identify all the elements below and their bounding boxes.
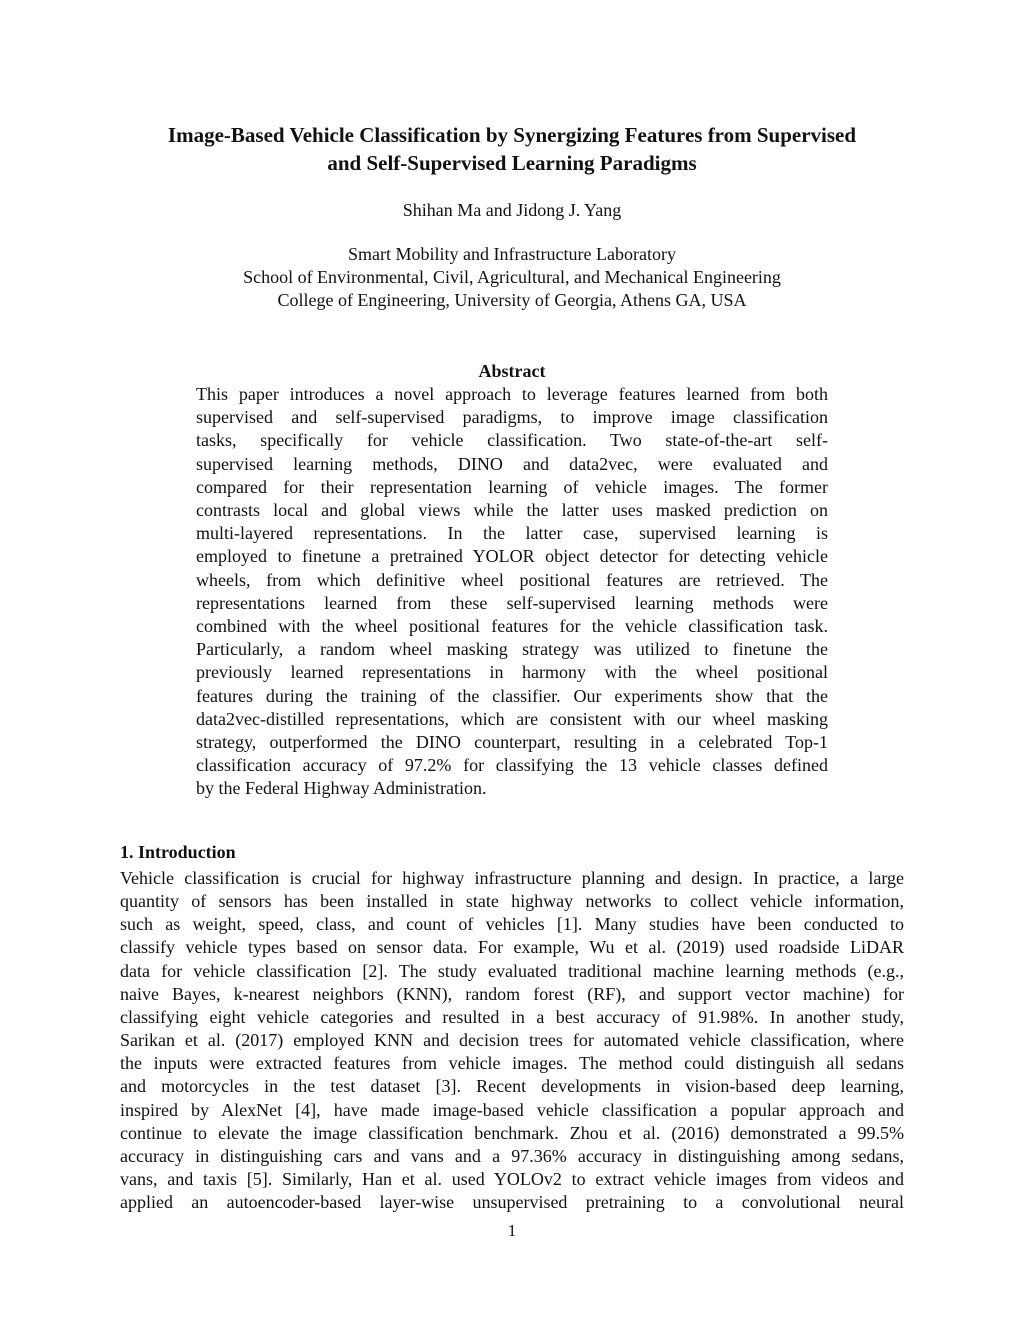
intro-line: quantity of sensors has been installed in state highway networks to collect vehicle information, [120,891,904,912]
affiliation [100,243,924,312]
abstract-line: strategy, outperformed the DINO counterpart, resulting in a celebrated Top-1 [196,732,828,753]
authors: Shihan Ma and Jidong J. Yang [402,200,622,220]
abstract-line: classification accuracy of 97.2% for classifying the 13 vehicle classes defined [196,755,828,776]
intro-line: accuracy in distinguishing cars and vans and a 97.36% accuracy in distinguishing among sedans, [120,1145,904,1166]
abstract-line: wheels, from which definitive wheel positional features are retrieved. The [196,569,828,590]
title-line: and Self-Supervised Learning Paradigms [327,151,697,175]
section-heading-introduction: 1. Introduction [120,842,236,862]
abstract-line: This paper introduces a novel approach to leverage features learned from both [196,384,828,404]
intro-line: continue to elevate the image classification benchmark. Zhou et al. (2016) demonstrated a 99.5% [120,1122,904,1143]
intro-line: classifying eight vehicle categories and resulted in a best accuracy of 91.98%. In another study, [120,1006,904,1027]
abstract-line: features during the training of the classifier. Our experiments show that the [196,685,828,706]
abstract-heading: Abstract [478,361,546,381]
abstract-line: by the Federal Highway Administration. [196,778,487,799]
abstract-line: multi-layered representations. In the latter case, supervised learning is [196,523,828,544]
abstract-line: combined with the wheel positional features for the vehicle classification task. [196,616,828,637]
paper-title [100,121,924,177]
intro-line: Sarikan et al. (2017) employed KNN and decision trees for automated vehicle classification, where [120,1030,904,1051]
intro-line: applied an autoencoder-based layer-wise unsupervised pretraining to a convolutional neural [120,1192,904,1213]
introduction-body [120,867,904,1214]
abstract-line: tasks, specifically for vehicle classification. Two state-of-the-art self- [196,430,828,451]
abstract-line: Particularly, a random wheel masking strategy was utilized to finetune the [196,639,828,660]
intro-line: naive Bayes, k-nearest neighbors (KNN), random forest (RF), and support vector machine) for [120,983,904,1004]
title-line: Image-Based Vehicle Classification by Synergizing Features from Supervised [167,123,857,147]
intro-line: data for vehicle classification [2]. The study evaluated traditional machine learning methods (e.g., [120,960,904,981]
affiliation-line: College of Engineering, University of Georgia, Athens GA, USA [277,290,747,310]
abstract-line: previously learned representations in harmony with the wheel positional [196,662,828,683]
intro-line: inspired by AlexNet [4], have made image-based vehicle classification a popular approach and [120,1099,904,1120]
intro-line: vans, and taxis [5]. Similarly, Han et al. used YOLOv2 to extract vehicle images from videos and [120,1169,904,1190]
abstract-line: compared for their representation learning of vehicle images. The former [196,476,828,497]
abstract-line: employed to finetune a pretrained YOLOR object detector for detecting vehicle [196,546,828,567]
abstract-line: supervised learning methods, DINO and data2vec, were evaluated and [196,453,828,474]
intro-line: classify vehicle types based on sensor data. For example, Wu et al. (2019) used roadside LiDAR [120,937,904,958]
abstract-line: representations learned from these self-supervised learning methods were [196,592,828,613]
intro-line: Vehicle classification is crucial for highway infrastructure planning and design. In practice, a large [120,868,904,888]
abstract-line: supervised and self-supervised paradigms, to improve image classification [196,407,828,428]
abstract-line: contrasts local and global views while the latter uses masked prediction on [196,500,828,521]
affiliation-line: School of Environmental, Civil, Agricultural, and Mechanical Engineering [243,267,781,287]
page-number: 1 [507,1221,517,1240]
affiliation-line: Smart Mobility and Infrastructure Laboratory [348,244,676,264]
intro-line: such as weight, speed, class, and count of vehicles [1]. Many studies have been conducted to [120,914,904,935]
abstract-line: data2vec-distilled representations, which are consistent with our wheel masking [196,708,828,729]
intro-line: and motorcycles in the test dataset [3]. Recent developments in vision-based deep learning, [120,1076,904,1097]
abstract-body [196,383,828,801]
intro-line: the inputs were extracted features from vehicle images. The method could distinguish all sedans [120,1053,904,1074]
